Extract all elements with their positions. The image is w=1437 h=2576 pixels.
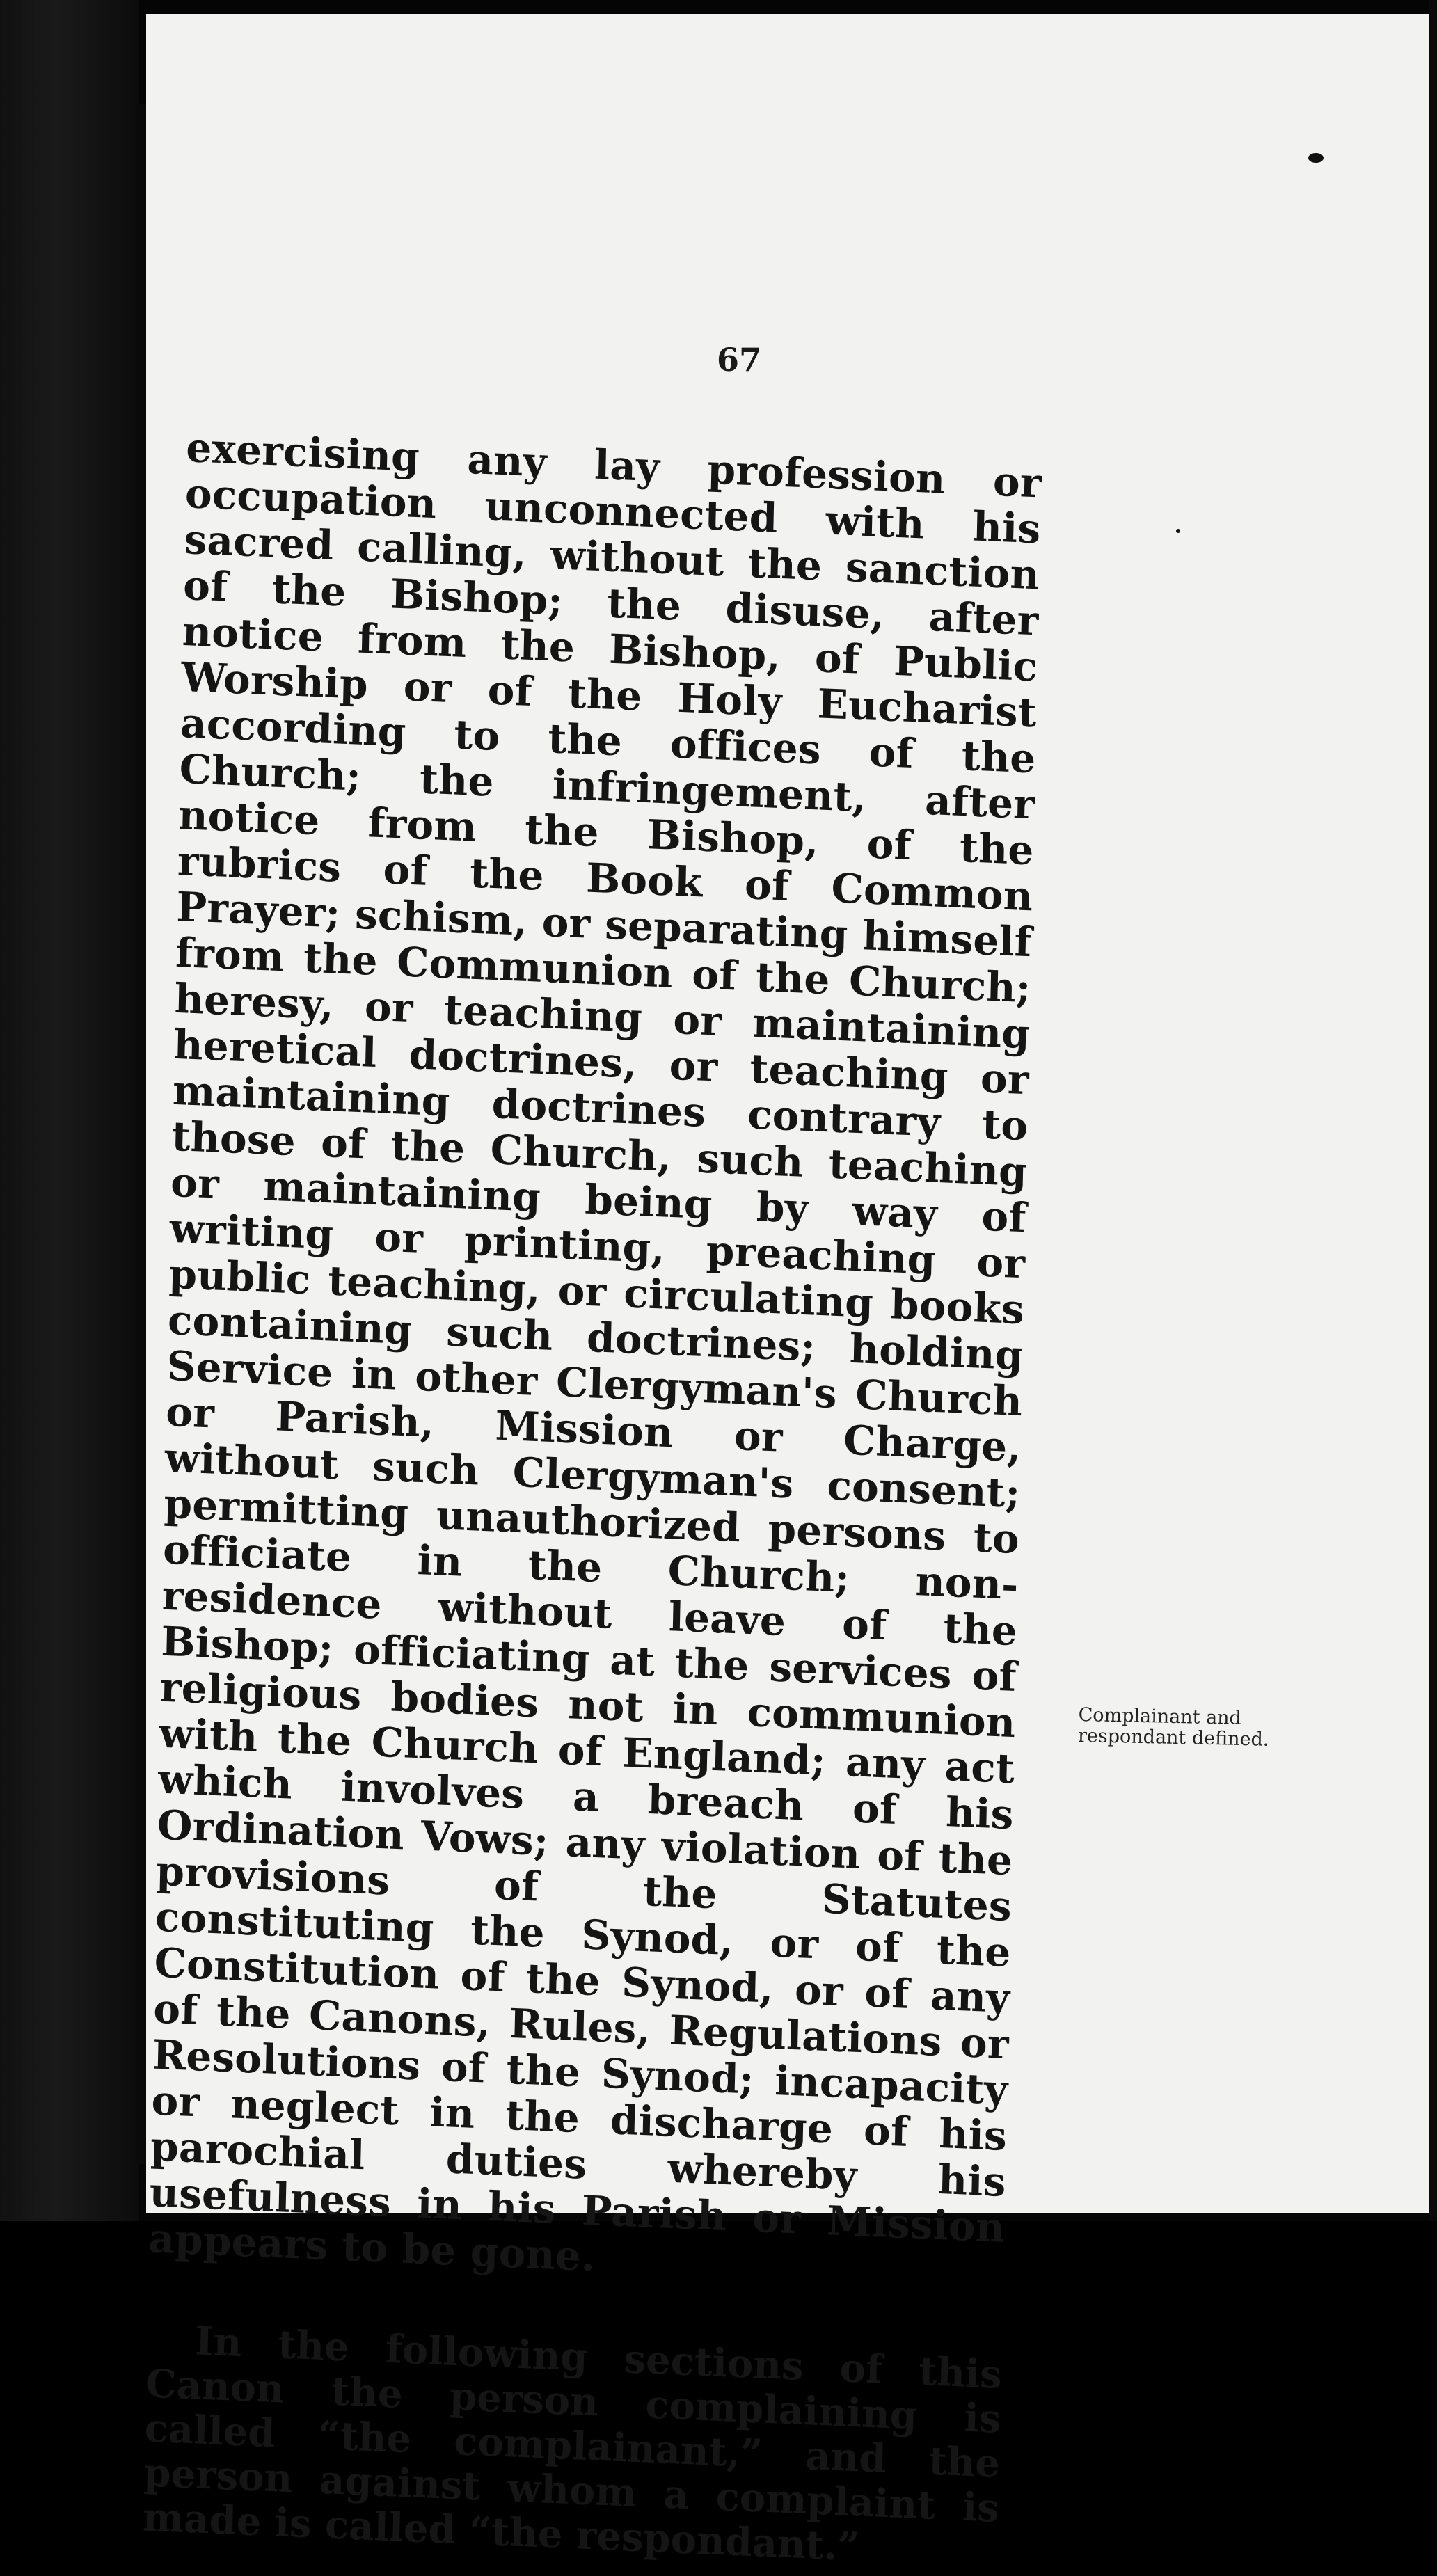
- scan-left-edge: [0, 0, 139, 2221]
- definition-paragraph: In the following sections of this Canon the person complaining is called “the complainant,” and the person against whom a complaint is made is called “the respondant.”: [142, 2318, 1003, 2570]
- scan-right-edge: [1429, 0, 1437, 2221]
- dust-speck: [1176, 529, 1180, 533]
- dust-speck: [1308, 153, 1324, 163]
- margin-note: Complainant and respondant defined.: [1077, 1704, 1269, 1751]
- book-spine-shadow: [136, 104, 146, 2164]
- text-block: [142, 362, 1043, 2575]
- book-page: [142, 14, 1430, 2570]
- page-number: 67: [717, 341, 762, 379]
- body-paragraph: exercising any lay profession or occupation unconnected with his sacred calling, without the sanction of the Bishop; the disuse, after notice from the Bishop, of Public Worship or of the Holy Eucharist according to the offices of the Church; the infringement, after notice from the Bishop, of the rubrics of the Book of Common Prayer; schism, or separating himself from the Communion of the Church; heresy, or teaching or maintaining heretical doctrines, or teaching or maintaining doctrines contrary to those of the Church, such teaching or maintaining being by way of writing or printing, preaching or public teaching, or circulating books containing such doctrines; holding Service in other Clergyman's Church or Parish, Mission or Charge, without such Clergyman's consent; permitting unauthorized persons to officiate in the Church; non-residence without leave of the Bishop; officiating at the services of religious bodies not in communion with the Church of England; any act which involves a breach of his Ordination Vows; any violation of the provisions of the Statutes constituting the Synod, or of the Constitution of the Synod, or of any of the Canons, Rules, Regulations or Resolutions of the Synod; incapacity or neglect in the discharge of his parochial duties whereby his usefulness in his Parish or Mission appears to be gone.: [148, 423, 1042, 2281]
